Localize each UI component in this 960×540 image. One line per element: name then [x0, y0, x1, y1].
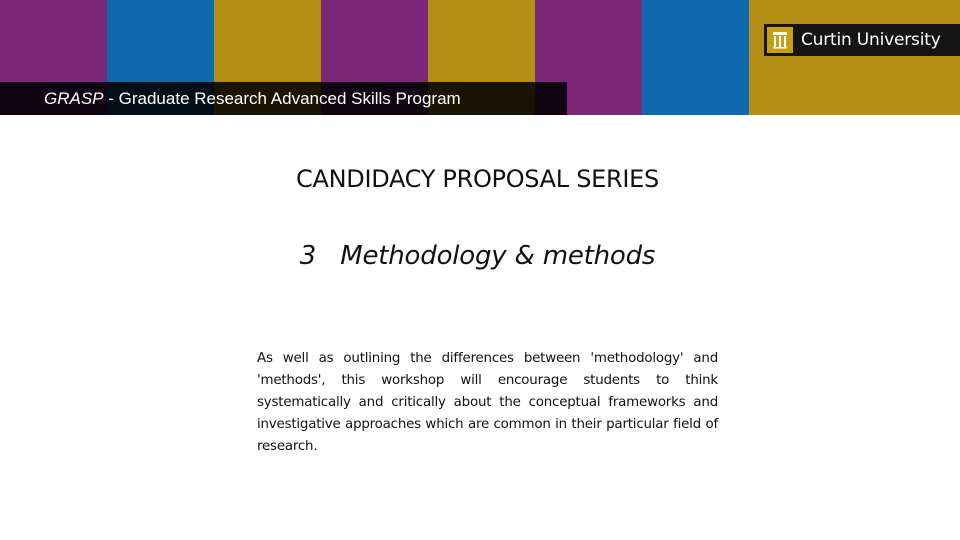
banner-stripe	[749, 0, 960, 115]
series-title: CANDIDACY PROPOSAL SERIES	[296, 165, 659, 193]
session-description: As well as outlining the differences between 'methodology' and 'methods', this workshop will encourage students to think systematically and critically about the conceptual frameworks and investigative approaches which are common in their particular field of research.	[257, 351, 718, 454]
program-acronym: GRASP	[44, 89, 104, 108]
curtin-crest-icon	[767, 27, 793, 53]
logo-text: Curtin University	[801, 30, 941, 50]
program-name: - Graduate Research Advanced Skills Program	[103, 89, 461, 108]
program-title	[44, 89, 461, 109]
curtin-logo	[764, 24, 960, 56]
session-title: 3 Methodology & methods	[299, 241, 656, 271]
banner-stripe	[642, 0, 749, 115]
